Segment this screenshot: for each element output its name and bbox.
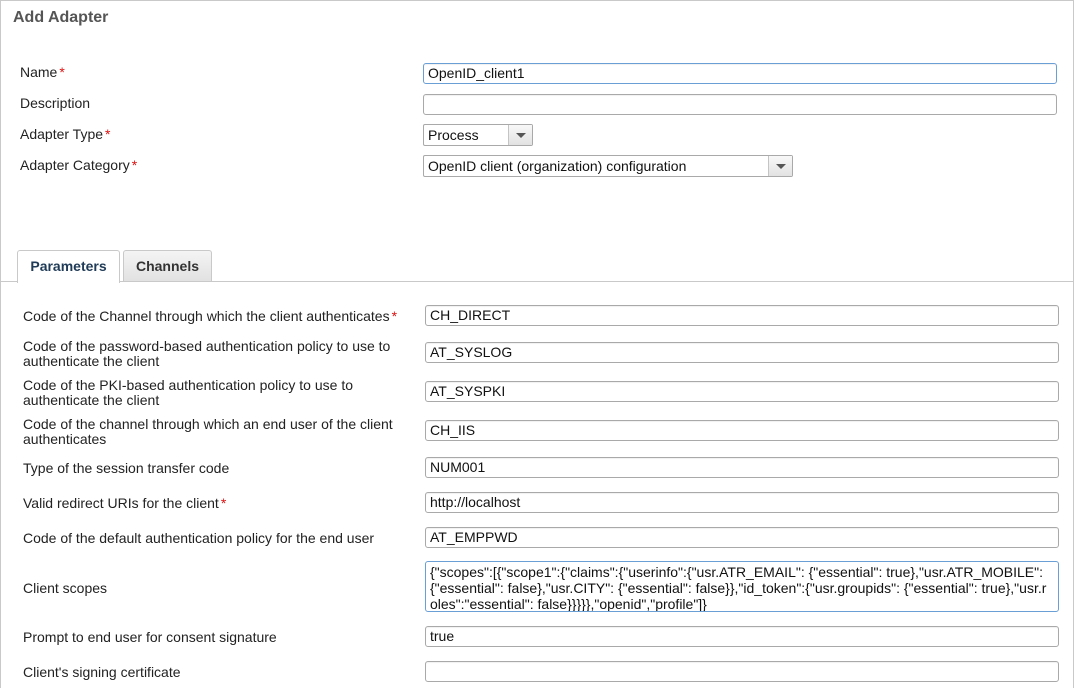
param-label-client-channel: Code of the Channel through which the client authenticates * (23, 308, 398, 324)
param-input-consent-prompt[interactable]: true (425, 626, 1059, 647)
param-label-consent-prompt: Prompt to end user for consent signature (23, 629, 277, 645)
param-input-redirect-uris[interactable]: http://localhost (425, 492, 1059, 513)
adapter-type-label: Adapter Type * (20, 126, 111, 142)
param-label-pki-policy: Code of the PKI-based authentication policy to use to authenticate the client (23, 377, 353, 408)
adapter-category-label: Adapter Category * (20, 157, 138, 173)
adapter-category-value: OpenID client (organization) configuration (428, 158, 687, 174)
param-input-end-user-channel[interactable]: CH_IIS (425, 420, 1059, 441)
param-textarea-client-scopes[interactable]: {"scopes":[{"scope1":{"claims":{"userinfo":{"usr.ATR_EMAIL": {"essential": true},"usr.ATR_MOBILE": {"essential": false},"usr.CITY": {"essential": false}},"id_token":{"usr.groupids": {"essential": true},"usr.roles":"essential": false}}}}},"openid","profile"]} (425, 561, 1059, 612)
param-input-signing-certificate[interactable] (425, 661, 1059, 682)
param-label-session-transfer: Type of the session transfer code (23, 460, 230, 476)
description-input[interactable] (423, 94, 1057, 115)
required-marker: * (391, 308, 398, 324)
chevron-down-icon[interactable] (508, 125, 532, 145)
param-label-signing-certificate: Client's signing certificate (23, 664, 181, 680)
adapter-type-value: Process (428, 127, 479, 143)
param-label-end-user-channel: Code of the channel through which an end user of the client authenticates (23, 416, 393, 447)
param-label-redirect-uris: Valid redirect URIs for the client * (23, 495, 227, 511)
name-label: Name * (20, 64, 65, 80)
param-input-session-transfer[interactable]: NUM001 (425, 457, 1059, 478)
description-label: Description (20, 95, 91, 111)
adapter-type-select[interactable] (423, 124, 533, 146)
param-input-default-policy[interactable]: AT_EMPPWD (425, 527, 1059, 548)
required-marker: * (220, 495, 227, 511)
param-input-client-channel[interactable]: CH_DIRECT (425, 305, 1059, 326)
param-label-password-policy: Code of the password-based authentication policy to use to authenticate the client (23, 338, 391, 369)
page-title: Add Adapter (13, 9, 109, 26)
required-marker: * (105, 126, 111, 142)
name-input[interactable]: OpenID_client1 (423, 63, 1057, 84)
adapter-category-select[interactable] (423, 155, 793, 177)
chevron-down-icon[interactable] (768, 156, 792, 176)
param-input-pki-policy[interactable]: AT_SYSPKI (425, 381, 1059, 402)
param-input-password-policy[interactable]: AT_SYSLOG (425, 342, 1059, 363)
required-marker: * (131, 157, 138, 173)
tab-channels[interactable]: Channels (123, 250, 212, 282)
required-marker: * (59, 64, 65, 80)
param-label-default-policy: Code of the default authentication policy for the end user (23, 530, 375, 546)
param-label-client-scopes: Client scopes (23, 580, 108, 596)
tab-divider (1, 281, 1074, 282)
tab-parameters[interactable]: Parameters (17, 250, 120, 283)
